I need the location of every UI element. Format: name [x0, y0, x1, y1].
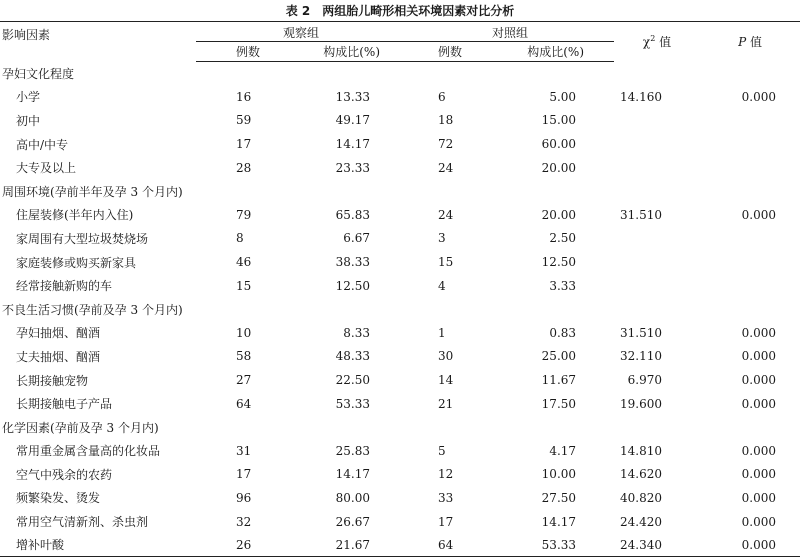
control-ratio: 5.00	[549, 89, 577, 104]
control-count: 33	[438, 490, 454, 505]
observe-count: 32	[236, 514, 252, 529]
table-row	[0, 486, 800, 510]
section-title: 孕妇文化程度	[2, 67, 75, 82]
p-value: 0.000	[741, 443, 777, 458]
observe-count: 27	[236, 373, 252, 388]
row-label: 常用重金属含量高的化妆品	[16, 444, 161, 459]
p-value	[700, 109, 800, 133]
observe-count: 16	[236, 89, 252, 104]
control-count: 12	[438, 467, 454, 482]
observe-ratio: 26.67	[335, 514, 371, 529]
control-count: 3	[438, 231, 446, 246]
observe-count: 17	[236, 467, 252, 482]
observe-ratio: 8.33	[343, 325, 371, 340]
header-obs-ratio: 构成比(%)	[276, 42, 406, 62]
section-row	[0, 179, 800, 203]
observe-count: 31	[236, 443, 252, 458]
control-ratio: 20.00	[541, 160, 577, 175]
p-value	[700, 274, 800, 298]
control-count: 18	[438, 113, 454, 128]
row-label: 初中	[16, 113, 41, 128]
section-title: 周围环境(孕前半年及孕 3 个月内)	[2, 184, 183, 199]
section-row	[0, 297, 800, 321]
row-label: 空气中残余的农药	[16, 467, 113, 482]
p-value: 0.000	[741, 89, 777, 104]
chi-square-value: 19.600	[620, 396, 663, 411]
table-row	[0, 156, 800, 180]
header-ctl-count: 例数	[406, 42, 496, 62]
chi-square-value: 14.160	[620, 89, 663, 104]
control-count: 24	[438, 207, 454, 222]
row-label: 住屋装修(半年内入住)	[16, 208, 134, 223]
control-count: 64	[438, 537, 454, 552]
table-row	[0, 132, 800, 156]
p-value: 0.000	[741, 490, 777, 505]
observe-ratio: 13.33	[335, 89, 371, 104]
table-row	[0, 463, 800, 487]
header-group-observe: 观察组	[196, 22, 406, 42]
row-label: 常用空气清新剂、杀虫剂	[16, 515, 149, 530]
control-count: 72	[438, 137, 454, 152]
p-value: 0.000	[741, 467, 777, 482]
p-value: 0.000	[741, 373, 777, 388]
chi-square-value: 14.620	[620, 467, 663, 482]
control-ratio: 0.83	[549, 325, 577, 340]
table-row	[0, 392, 800, 416]
control-ratio: 11.67	[541, 373, 577, 388]
observe-count: 15	[236, 278, 252, 293]
control-ratio: 20.00	[541, 207, 577, 222]
header-chi-square: $\chi^2$ 值	[642, 34, 672, 50]
row-label: 高中/中专	[16, 137, 69, 152]
observe-ratio: 49.17	[335, 113, 371, 128]
p-value: 0.000	[741, 537, 777, 552]
row-label: 长期接触宠物	[16, 373, 89, 388]
table-caption	[0, 3, 800, 19]
control-count: 5	[438, 443, 446, 458]
observe-ratio: 14.17	[335, 137, 371, 152]
control-ratio: 3.33	[549, 278, 577, 293]
table-row	[0, 203, 800, 227]
control-count: 15	[438, 255, 454, 270]
chi-square-value	[614, 227, 700, 251]
chi-square-value	[614, 250, 700, 274]
table-body	[0, 62, 800, 557]
control-ratio: 25.00	[541, 349, 577, 364]
p-value: 0.000	[741, 514, 777, 529]
chi-square-value: 31.510	[620, 207, 663, 222]
table-title: 两组胎儿畸形相关环境因素对比分析	[322, 4, 515, 18]
control-ratio: 17.50	[541, 396, 577, 411]
chi-square-value: 24.340	[620, 537, 663, 552]
chi-square-value: 32.110	[620, 349, 663, 364]
control-ratio: 2.50	[549, 231, 577, 246]
control-count: 24	[438, 160, 454, 175]
observe-ratio: 53.33	[335, 396, 371, 411]
observe-count: 64	[236, 396, 252, 411]
row-label: 增补叶酸	[16, 538, 65, 553]
table-row	[0, 85, 800, 109]
observe-ratio: 25.83	[335, 443, 371, 458]
table-row	[0, 439, 800, 463]
control-ratio: 4.17	[549, 443, 577, 458]
observe-count: 79	[236, 207, 252, 222]
header-p-value: P 值	[738, 35, 762, 50]
row-label: 长期接触电子产品	[16, 397, 113, 412]
observe-ratio: 38.33	[335, 255, 371, 270]
header-group-control: 对照组	[406, 22, 614, 42]
p-value	[700, 132, 800, 156]
observe-count: 28	[236, 160, 252, 175]
control-count: 6	[438, 89, 446, 104]
control-ratio: 53.33	[541, 537, 577, 552]
chi-square-value	[614, 274, 700, 298]
chi-square-value: 31.510	[620, 325, 663, 340]
row-label: 孕妇抽烟、酗酒	[16, 326, 101, 341]
observe-ratio: 23.33	[335, 160, 371, 175]
row-label: 小学	[16, 90, 41, 105]
section-title: 不良生活习惯(孕前及孕 3 个月内)	[2, 302, 183, 317]
control-ratio: 10.00	[541, 467, 577, 482]
p-value: 0.000	[741, 349, 777, 364]
observe-ratio: 21.67	[335, 537, 371, 552]
data-table	[0, 21, 800, 557]
control-count: 4	[438, 278, 446, 293]
chi-square-value	[614, 156, 700, 180]
observe-count: 26	[236, 537, 252, 552]
table-row	[0, 274, 800, 298]
row-label: 频繁染发、烫发	[16, 491, 101, 506]
control-count: 14	[438, 373, 454, 388]
section-row	[0, 415, 800, 439]
control-ratio: 12.50	[541, 255, 577, 270]
control-ratio: 14.17	[541, 514, 577, 529]
header-factor: 影响因素	[2, 28, 51, 42]
control-count: 17	[438, 514, 454, 529]
p-value	[700, 227, 800, 251]
section-title: 化学因素(孕前及孕 3 个月内)	[2, 420, 159, 435]
observe-ratio: 14.17	[335, 467, 371, 482]
table-row	[0, 510, 800, 534]
observe-ratio: 80.00	[335, 490, 371, 505]
observe-count: 59	[236, 113, 252, 128]
control-count: 21	[438, 396, 454, 411]
observe-count: 10	[236, 325, 252, 340]
row-label: 家庭装修或购买新家具	[16, 255, 137, 270]
header-ctl-ratio: 构成比(%)	[496, 42, 614, 62]
observe-count: 8	[236, 231, 244, 246]
table-row	[0, 368, 800, 392]
p-value: 0.000	[741, 207, 777, 222]
observe-ratio: 48.33	[335, 349, 371, 364]
observe-count: 17	[236, 137, 252, 152]
observe-count: 96	[236, 490, 252, 505]
chi-square-value: 14.810	[620, 443, 663, 458]
p-value: 0.000	[741, 325, 777, 340]
control-ratio: 60.00	[541, 137, 577, 152]
table-row	[0, 533, 800, 557]
observe-ratio: 6.67	[343, 231, 371, 246]
chi-square-value: 6.970	[627, 373, 663, 388]
header-obs-count: 例数	[196, 42, 276, 62]
table-row	[0, 109, 800, 133]
observe-count: 46	[236, 255, 252, 270]
observe-ratio: 22.50	[335, 373, 371, 388]
row-label: 丈夫抽烟、酗酒	[16, 349, 101, 364]
row-label: 大专及以上	[16, 161, 77, 176]
row-label: 经常接触新购的车	[16, 279, 113, 294]
chi-square-value: 40.820	[620, 490, 663, 505]
control-count: 30	[438, 349, 454, 364]
observe-ratio: 12.50	[335, 278, 371, 293]
chi-square-value	[614, 109, 700, 133]
control-ratio: 27.50	[541, 490, 577, 505]
table-row	[0, 321, 800, 345]
section-row	[0, 62, 800, 86]
chi-square-value: 24.420	[620, 514, 663, 529]
table-number: 表 2	[285, 4, 311, 18]
p-value	[700, 250, 800, 274]
p-value	[700, 156, 800, 180]
observe-count: 58	[236, 349, 252, 364]
table-row	[0, 227, 800, 251]
p-value: 0.000	[741, 396, 777, 411]
control-ratio: 15.00	[541, 113, 577, 128]
observe-ratio: 65.83	[335, 207, 371, 222]
chi-square-value	[614, 132, 700, 156]
table-row	[0, 250, 800, 274]
table-row	[0, 345, 800, 369]
control-count: 1	[438, 325, 446, 340]
row-label: 家周围有大型垃圾焚烧场	[16, 231, 149, 246]
